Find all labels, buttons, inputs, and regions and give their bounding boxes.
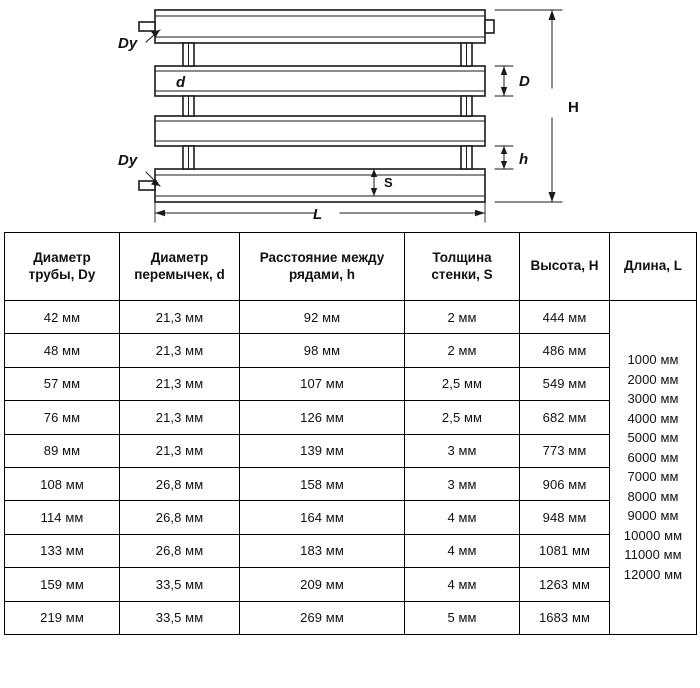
cell-dy: 42 мм (5, 301, 120, 334)
cell-s: 3 мм (405, 467, 520, 500)
length-option: 4000 мм (627, 410, 679, 426)
table-body (5, 301, 697, 635)
cell-height: 549 мм (520, 367, 610, 400)
cell-h: 269 мм (240, 601, 405, 634)
length-option: 9000 мм (627, 508, 679, 524)
label-dy-top: Dy (118, 35, 138, 52)
column-header-wall-thickness: Толщина стенки, S (405, 233, 520, 301)
cell-dy: 48 мм (5, 334, 120, 367)
label-L: L (313, 206, 323, 223)
column-header-row-spacing: Расстояние между рядами, h (240, 233, 405, 301)
cell-height: 906 мм (520, 467, 610, 500)
cell-h: 183 мм (240, 534, 405, 567)
cell-s: 3 мм (405, 434, 520, 467)
cell-s: 2,5 мм (405, 401, 520, 434)
label-H: H (568, 99, 579, 116)
cell-d: 21,3 мм (120, 334, 240, 367)
table-header-row (5, 233, 697, 301)
cell-dy: 108 мм (5, 467, 120, 500)
length-option: 5000 мм (627, 430, 679, 446)
table-row (5, 601, 697, 634)
specification-table (4, 232, 697, 635)
cell-d: 21,3 мм (120, 401, 240, 434)
cell-h: 98 мм (240, 334, 405, 367)
register-drawing (0, 0, 700, 232)
cell-dy: 159 мм (5, 568, 120, 601)
table-row (5, 568, 697, 601)
length-option: 12000 мм (623, 566, 683, 582)
cell-d: 21,3 мм (120, 301, 240, 334)
table-row (5, 301, 697, 334)
cell-s: 4 мм (405, 501, 520, 534)
cell-dy: 57 мм (5, 367, 120, 400)
cell-height: 773 мм (520, 434, 610, 467)
cell-dy: 114 мм (5, 501, 120, 534)
table-header (5, 233, 697, 301)
cell-h: 126 мм (240, 401, 405, 434)
cell-height: 1263 мм (520, 568, 610, 601)
cell-height: 948 мм (520, 501, 610, 534)
cell-dy: 219 мм (5, 601, 120, 634)
cell-d: 26,8 мм (120, 467, 240, 500)
cell-d: 26,8 мм (120, 501, 240, 534)
cell-height: 1683 мм (520, 601, 610, 634)
cell-dy: 89 мм (5, 434, 120, 467)
column-header-diameter-pipe: Диаметр трубы, Dy (5, 233, 120, 301)
pipe-row-1 (155, 10, 485, 43)
column-header-height: Высота, H (520, 233, 610, 301)
pipe-stub-bottom-left (139, 181, 155, 190)
cell-d: 33,5 мм (120, 568, 240, 601)
cell-s: 4 мм (405, 534, 520, 567)
cell-dy: 133 мм (5, 534, 120, 567)
length-option: 2000 мм (627, 371, 679, 387)
cell-height: 444 мм (520, 301, 610, 334)
cell-s: 2,5 мм (405, 367, 520, 400)
table-row (5, 501, 697, 534)
cell-s: 4 мм (405, 568, 520, 601)
pipe-row-4 (155, 169, 485, 202)
length-option: 6000 мм (627, 449, 679, 465)
cell-lengths (610, 301, 697, 635)
cell-h: 139 мм (240, 434, 405, 467)
cell-d: 21,3 мм (120, 367, 240, 400)
label-dy-bottom: Dy (118, 152, 138, 169)
length-option: 3000 мм (627, 391, 679, 407)
table-row (5, 534, 697, 567)
pipe-cap-top-right (485, 20, 494, 33)
label-h: h (519, 151, 529, 168)
label-S: S (384, 175, 393, 190)
length-option: 7000 мм (627, 469, 679, 485)
cell-s: 5 мм (405, 601, 520, 634)
cell-h: 209 мм (240, 568, 405, 601)
pipe-stub-top-left (139, 22, 155, 31)
table-row (5, 367, 697, 400)
length-option: 10000 мм (623, 527, 683, 543)
table-row (5, 467, 697, 500)
cell-s: 2 мм (405, 334, 520, 367)
label-d: d (176, 74, 186, 91)
table-row (5, 401, 697, 434)
cell-d: 26,8 мм (120, 534, 240, 567)
cell-h: 92 мм (240, 301, 405, 334)
cell-h: 107 мм (240, 367, 405, 400)
column-header-diameter-bridges: Диаметр перемычек, d (120, 233, 240, 301)
length-option: 8000 мм (627, 488, 679, 504)
cell-dy: 76 мм (5, 401, 120, 434)
table-row (5, 334, 697, 367)
length-option: 11000 мм (624, 547, 682, 563)
cell-h: 164 мм (240, 501, 405, 534)
cell-height: 1081 мм (520, 534, 610, 567)
cell-s: 2 мм (405, 301, 520, 334)
cell-d: 33,5 мм (120, 601, 240, 634)
table-row (5, 434, 697, 467)
label-D: D (519, 73, 530, 90)
cell-h: 158 мм (240, 467, 405, 500)
column-header-length: Длина, L (610, 233, 697, 301)
cell-height: 682 мм (520, 401, 610, 434)
length-option: 1000 мм (627, 352, 679, 368)
register-drawing-svg (0, 0, 700, 232)
cell-height: 486 мм (520, 334, 610, 367)
cell-d: 21,3 мм (120, 434, 240, 467)
